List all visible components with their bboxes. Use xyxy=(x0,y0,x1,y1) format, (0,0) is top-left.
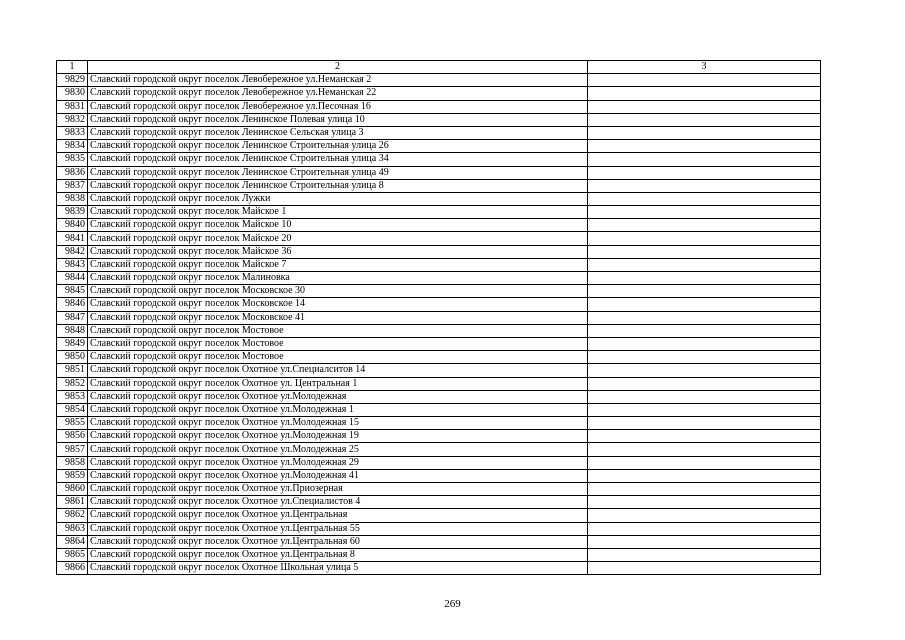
address-cell: Славский городской округ поселок Охотное ул.Специалистов 4 xyxy=(88,496,588,509)
table-row xyxy=(57,522,821,535)
row-number-cell: 9833 xyxy=(57,126,88,139)
table-row xyxy=(57,179,821,192)
table-row xyxy=(57,403,821,416)
row-number-cell: 9854 xyxy=(57,403,88,416)
column-3-cell xyxy=(588,285,821,298)
address-cell: Славский городской округ поселок Охотное ул.Молодежная xyxy=(88,390,588,403)
address-cell: Славский городской округ поселок Охотное ул.Центральная xyxy=(88,509,588,522)
row-number-cell: 9866 xyxy=(57,562,88,575)
row-number-cell: 9860 xyxy=(57,483,88,496)
column-3-cell xyxy=(588,179,821,192)
row-number-cell: 9845 xyxy=(57,285,88,298)
row-number-cell: 9835 xyxy=(57,153,88,166)
column-3-cell xyxy=(588,324,821,337)
column-3-cell xyxy=(588,390,821,403)
column-3-cell xyxy=(588,192,821,205)
row-number-cell: 9857 xyxy=(57,443,88,456)
address-cell: Славский городской округ поселок Лужки xyxy=(88,192,588,205)
table-body xyxy=(57,74,821,575)
address-cell: Славский городской округ поселок Левобережное ул.Неманская 2 xyxy=(88,74,588,87)
row-number-cell: 9844 xyxy=(57,272,88,285)
row-number-cell: 9858 xyxy=(57,456,88,469)
column-3-cell xyxy=(588,456,821,469)
table-row xyxy=(57,377,821,390)
table-row xyxy=(57,258,821,271)
address-cell: Славский городской округ поселок Ленинское Строительная улица 49 xyxy=(88,166,588,179)
column-3-cell xyxy=(588,126,821,139)
header-col-1: 1 xyxy=(57,61,88,74)
row-number-cell: 9848 xyxy=(57,324,88,337)
row-number-cell: 9830 xyxy=(57,87,88,100)
table-header-row xyxy=(57,61,821,74)
table-row xyxy=(57,390,821,403)
table-row xyxy=(57,113,821,126)
table-row xyxy=(57,298,821,311)
address-cell: Славский городской округ поселок Московское 30 xyxy=(88,285,588,298)
address-cell: Славский городской округ поселок Ленинское Строительная улица 8 xyxy=(88,179,588,192)
address-cell: Славский городской округ поселок Мостовое xyxy=(88,351,588,364)
column-3-cell xyxy=(588,496,821,509)
column-3-cell xyxy=(588,364,821,377)
address-cell: Славский городской округ поселок Охотное ул.Молодежная 29 xyxy=(88,456,588,469)
table-row xyxy=(57,100,821,113)
column-3-cell xyxy=(588,509,821,522)
column-3-cell xyxy=(588,483,821,496)
column-3-cell xyxy=(588,272,821,285)
column-3-cell xyxy=(588,258,821,271)
table-row xyxy=(57,219,821,232)
column-3-cell xyxy=(588,403,821,416)
column-3-cell xyxy=(588,469,821,482)
column-3-cell xyxy=(588,351,821,364)
address-cell: Славский городской округ поселок Майское 36 xyxy=(88,245,588,258)
address-cell: Славский городской округ поселок Охотное ул.Центральная 55 xyxy=(88,522,588,535)
table-row xyxy=(57,351,821,364)
table-row xyxy=(57,192,821,205)
column-3-cell xyxy=(588,140,821,153)
table-row xyxy=(57,245,821,258)
column-3-cell xyxy=(588,206,821,219)
column-3-cell xyxy=(588,298,821,311)
address-cell: Славский городской округ поселок Охотное ул.Молодежная 1 xyxy=(88,403,588,416)
table-row xyxy=(57,272,821,285)
header-col-2: 2 xyxy=(88,61,588,74)
table-row xyxy=(57,483,821,496)
address-cell: Славский городской округ поселок Левобережное ул.Неманская 22 xyxy=(88,87,588,100)
table-row xyxy=(57,364,821,377)
address-cell: Славский городской округ поселок Охотное ул.Молодежная 15 xyxy=(88,417,588,430)
table-row xyxy=(57,509,821,522)
column-3-cell xyxy=(588,232,821,245)
row-number-cell: 9837 xyxy=(57,179,88,192)
row-number-cell: 9846 xyxy=(57,298,88,311)
column-3-cell xyxy=(588,74,821,87)
table-row xyxy=(57,443,821,456)
column-3-cell xyxy=(588,417,821,430)
column-3-cell xyxy=(588,562,821,575)
row-number-cell: 9843 xyxy=(57,258,88,271)
address-cell: Славский городской округ поселок Охотное ул.Центральная 60 xyxy=(88,535,588,548)
row-number-cell: 9841 xyxy=(57,232,88,245)
address-cell: Славский городской округ поселок Охотное ул.Центральная 8 xyxy=(88,548,588,561)
address-cell: Славский городской округ поселок Охотное Школьная улица 5 xyxy=(88,562,588,575)
address-cell: Славский городской округ поселок Охотное ул.Молодежная 25 xyxy=(88,443,588,456)
row-number-cell: 9849 xyxy=(57,337,88,350)
address-cell: Славский городской округ поселок Охотное ул.Молодежная 41 xyxy=(88,469,588,482)
header-col-3: 3 xyxy=(588,61,821,74)
column-3-cell xyxy=(588,535,821,548)
table-row xyxy=(57,548,821,561)
row-number-cell: 9832 xyxy=(57,113,88,126)
row-number-cell: 9839 xyxy=(57,206,88,219)
row-number-cell: 9864 xyxy=(57,535,88,548)
column-3-cell xyxy=(588,113,821,126)
table-row xyxy=(57,456,821,469)
table-row xyxy=(57,74,821,87)
row-number-cell: 9851 xyxy=(57,364,88,377)
row-number-cell: 9861 xyxy=(57,496,88,509)
table-row xyxy=(57,337,821,350)
table-row xyxy=(57,140,821,153)
table-row xyxy=(57,324,821,337)
table-row xyxy=(57,206,821,219)
address-cell: Славский городской округ поселок Левобережное ул.Песочная 16 xyxy=(88,100,588,113)
address-cell: Славский городской округ поселок Майское 7 xyxy=(88,258,588,271)
row-number-cell: 9842 xyxy=(57,245,88,258)
address-cell: Славский городской округ поселок Охотное ул.Специалситов 14 xyxy=(88,364,588,377)
row-number-cell: 9836 xyxy=(57,166,88,179)
table-row xyxy=(57,430,821,443)
address-cell: Славский городской округ поселок Московское 41 xyxy=(88,311,588,324)
address-cell: Славский городской округ поселок Мостовое xyxy=(88,337,588,350)
column-3-cell xyxy=(588,87,821,100)
column-3-cell xyxy=(588,430,821,443)
address-cell: Славский городской округ поселок Майское 20 xyxy=(88,232,588,245)
row-number-cell: 9855 xyxy=(57,417,88,430)
column-3-cell xyxy=(588,443,821,456)
address-cell: Славский городской округ поселок Охотное ул. Центральная 1 xyxy=(88,377,588,390)
address-cell: Славский городской округ поселок Майское 10 xyxy=(88,219,588,232)
page-number: 269 xyxy=(444,598,461,610)
address-cell: Славский городской округ поселок Ленинское Сельская улица 3 xyxy=(88,126,588,139)
row-number-cell: 9853 xyxy=(57,390,88,403)
row-number-cell: 9838 xyxy=(57,192,88,205)
address-cell: Славский городской округ поселок Охотное ул.Молодежная 19 xyxy=(88,430,588,443)
table-row xyxy=(57,126,821,139)
row-number-cell: 9831 xyxy=(57,100,88,113)
column-3-cell xyxy=(588,219,821,232)
row-number-cell: 9863 xyxy=(57,522,88,535)
row-number-cell: 9829 xyxy=(57,74,88,87)
table-row xyxy=(57,153,821,166)
column-3-cell xyxy=(588,522,821,535)
table-row xyxy=(57,562,821,575)
table-row xyxy=(57,469,821,482)
row-number-cell: 9850 xyxy=(57,351,88,364)
table-row xyxy=(57,232,821,245)
address-cell: Славский городской округ поселок Ленинское Полевая улица 10 xyxy=(88,113,588,126)
column-3-cell xyxy=(588,245,821,258)
address-cell: Славский городской округ поселок Майское 1 xyxy=(88,206,588,219)
row-number-cell: 9862 xyxy=(57,509,88,522)
row-number-cell: 9859 xyxy=(57,469,88,482)
row-number-cell: 9852 xyxy=(57,377,88,390)
column-3-cell xyxy=(588,377,821,390)
table-row xyxy=(57,311,821,324)
table-row xyxy=(57,285,821,298)
address-cell: Славский городской округ поселок Охотное ул.Приозерная xyxy=(88,483,588,496)
address-cell: Славский городской округ поселок Малиновка xyxy=(88,272,588,285)
table-row xyxy=(57,417,821,430)
table-row xyxy=(57,496,821,509)
table-row xyxy=(57,166,821,179)
address-cell: Славский городской округ поселок Ленинское Строительная улица 34 xyxy=(88,153,588,166)
column-3-cell xyxy=(588,100,821,113)
address-cell: Славский городской округ поселок Мостовое xyxy=(88,324,588,337)
column-3-cell xyxy=(588,166,821,179)
address-cell: Славский городской округ поселок Ленинское Строительная улица 26 xyxy=(88,140,588,153)
column-3-cell xyxy=(588,548,821,561)
table-row xyxy=(57,87,821,100)
address-cell: Славский городской округ поселок Московское 14 xyxy=(88,298,588,311)
column-3-cell xyxy=(588,337,821,350)
table-row xyxy=(57,535,821,548)
address-table xyxy=(56,60,821,575)
row-number-cell: 9847 xyxy=(57,311,88,324)
row-number-cell: 9856 xyxy=(57,430,88,443)
row-number-cell: 9840 xyxy=(57,219,88,232)
column-3-cell xyxy=(588,153,821,166)
row-number-cell: 9834 xyxy=(57,140,88,153)
column-3-cell xyxy=(588,311,821,324)
row-number-cell: 9865 xyxy=(57,548,88,561)
